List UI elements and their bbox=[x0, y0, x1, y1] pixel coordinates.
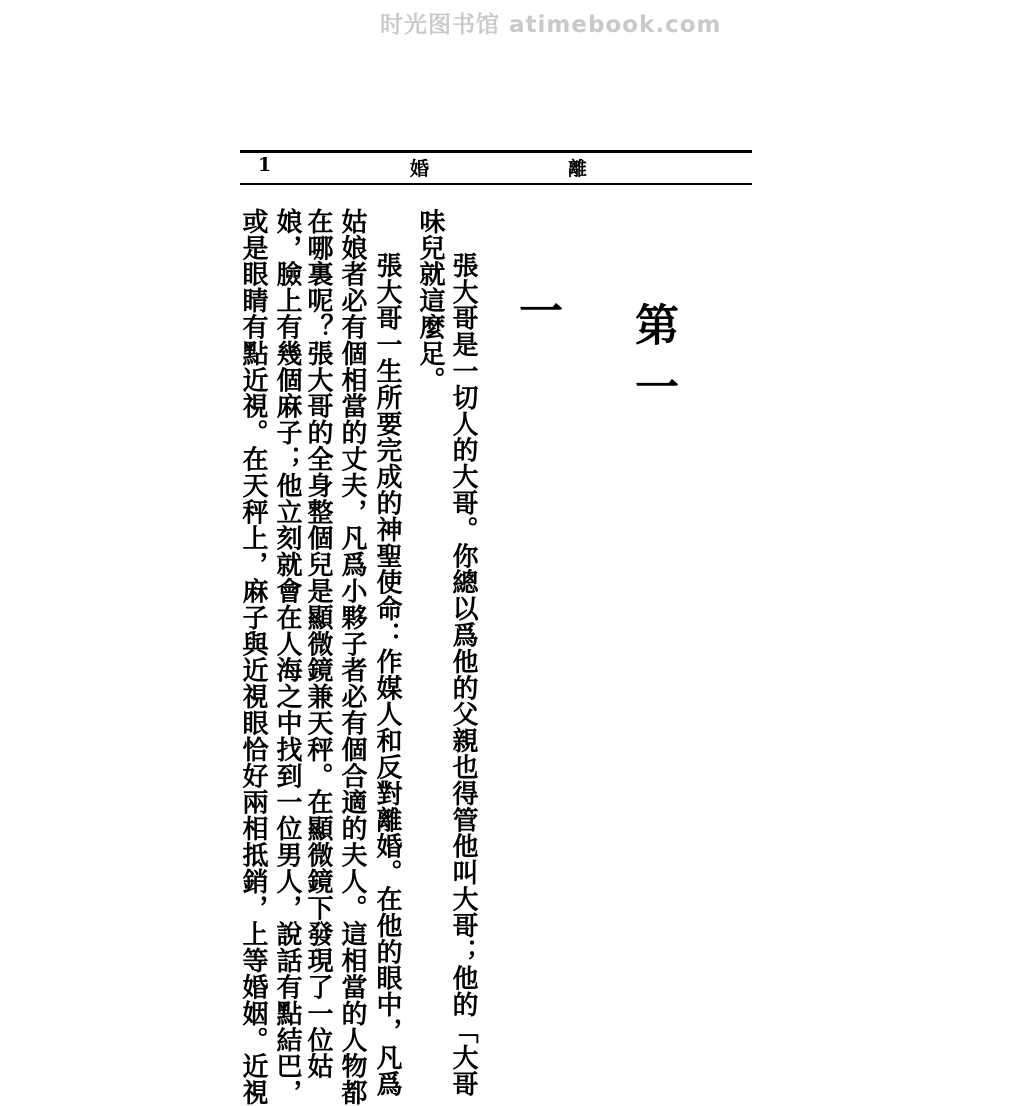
header-rule-bottom bbox=[240, 183, 752, 185]
text-column-7: 或是眼睛有點近視。在天秤上，麻子與近視眼恰好兩相抵銷，上等婚姻。近視 bbox=[238, 208, 268, 1106]
text-column-5: 在哪裏呢？張大哥的全身整個兒是顯微鏡兼天秤。在顯微鏡下發現了一位姑 bbox=[303, 208, 333, 1080]
watermark-text: 时光图书馆 atimebook.com bbox=[380, 12, 722, 38]
text-column-2: 味兒就這麼足。 bbox=[415, 208, 445, 393]
page-number: 1 bbox=[258, 154, 272, 176]
chapter-heading: 第一 bbox=[627, 302, 678, 426]
running-title-part-2: 離 bbox=[568, 158, 588, 180]
chapter-number: 一 bbox=[511, 288, 562, 350]
running-title-part-1: 婚 bbox=[410, 158, 430, 180]
text-column-3: 張大哥一生所要完成的神聖使命：作媒人和反對離婚。在他的眼中，凡爲 bbox=[372, 252, 402, 1097]
header-rule-top bbox=[240, 150, 752, 153]
text-column-4: 姑娘者必有個相當的丈夫，凡爲小夥子者必有個合適的夫人。這相當的人物都 bbox=[337, 208, 367, 1106]
text-column-6: 娘，臉上有幾個麻子；他立刻就會在人海之中找到一位男人，說話有點結巴， bbox=[272, 208, 302, 1106]
text-column-1: 張大哥是一切人的大哥。你總以爲他的父親也得管他叫大哥；他的「大哥 bbox=[448, 252, 478, 1097]
